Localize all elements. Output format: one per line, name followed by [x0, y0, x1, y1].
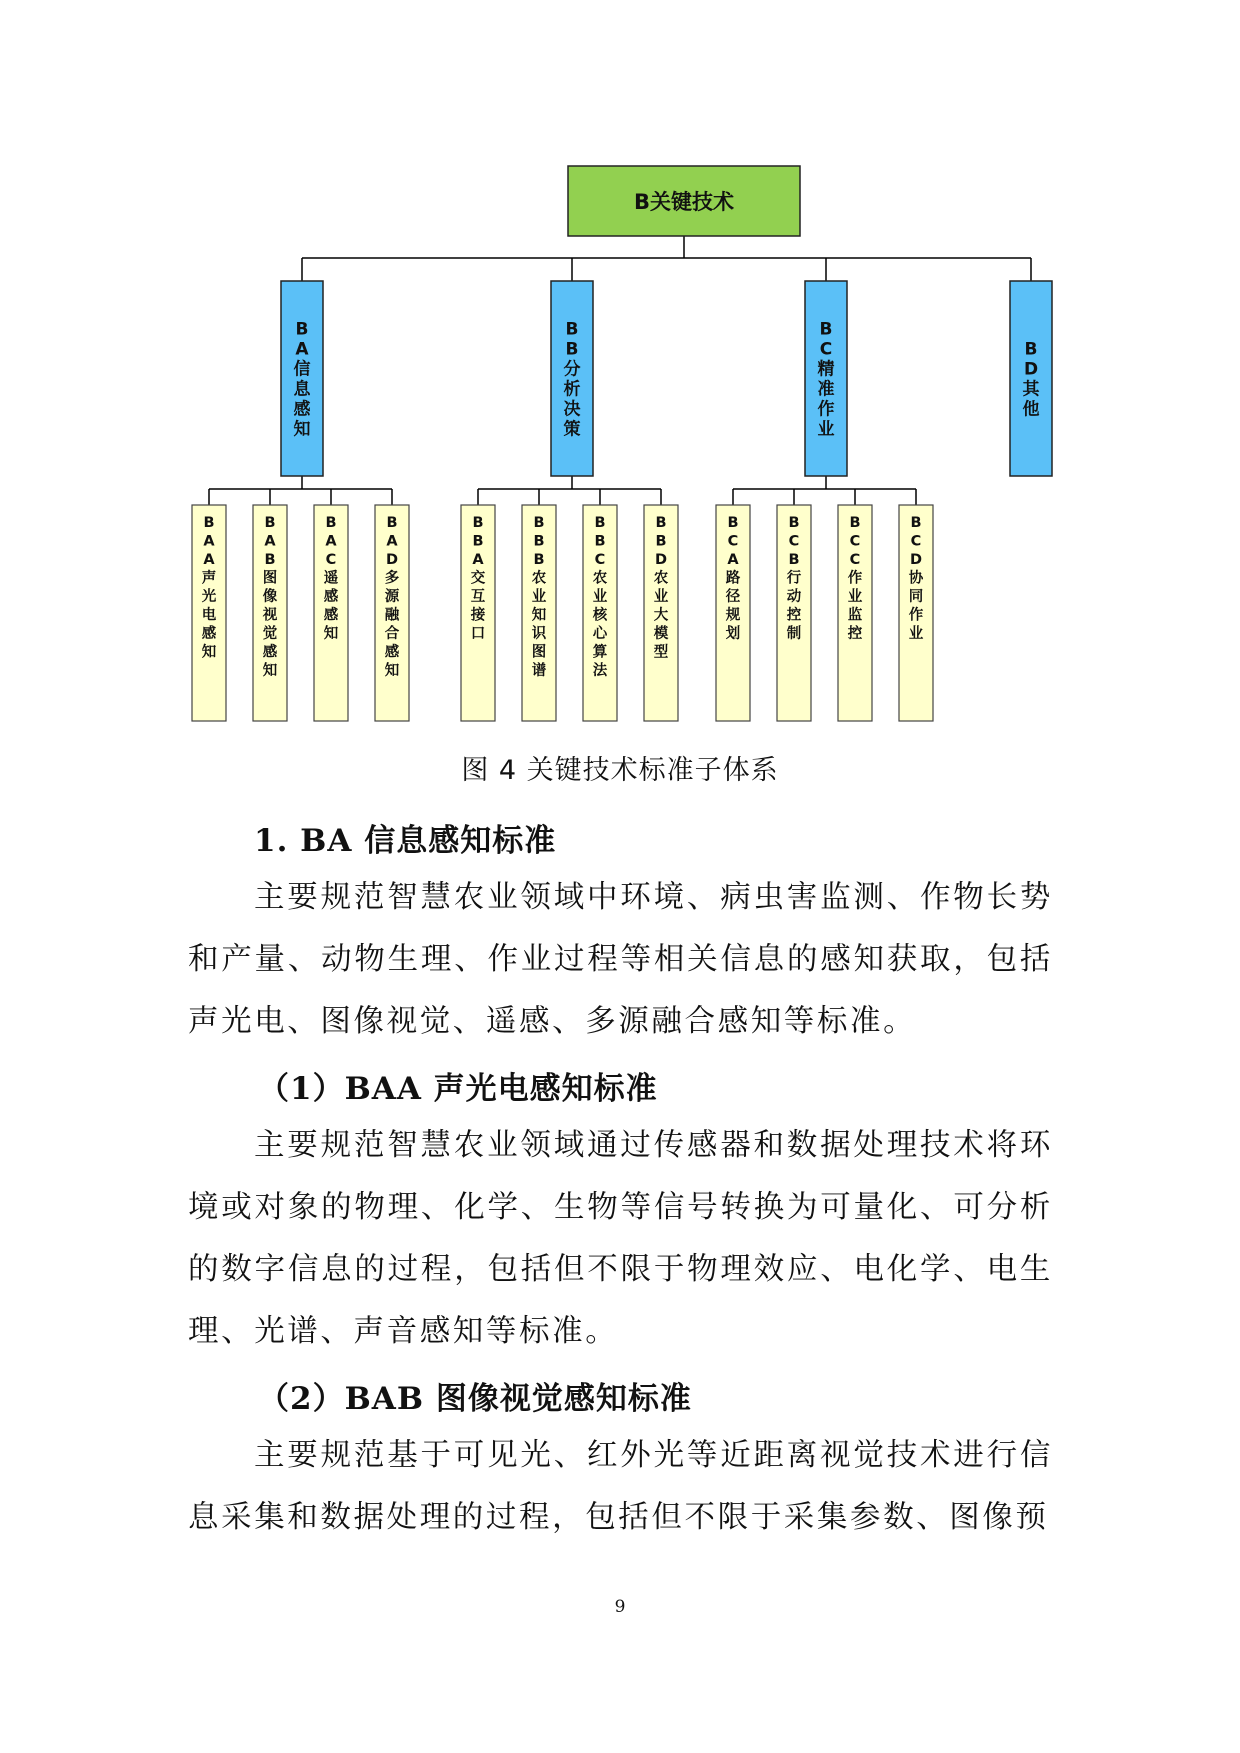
branch-label: B D 其他: [1022, 339, 1040, 420]
leaf-label: B B B 农业知识图谱: [531, 515, 547, 679]
root-label: B关键技术: [633, 190, 735, 214]
section-body-ba: 主要规范智慧农业领域中环境、病虫害监测、作物长势和产量、动物生理、作业过程等相关信息的感知获取，包括声光电、图像视觉、遥感、多源融合感知等标准。: [188, 880, 1053, 1039]
leaf-label: B C A 路径规划: [725, 515, 741, 642]
subsection-heading-baa: （1）BAA 声光电感知标准: [258, 1071, 658, 1107]
branch-label: B C 精准作业: [817, 319, 835, 440]
leaf-label: B C D 协同作业: [908, 515, 924, 642]
branch-label: B A 信息感知: [293, 319, 311, 440]
leaf-label: B C B 行动控制: [786, 515, 802, 642]
leaf-label: B C C 作业监控: [847, 515, 863, 642]
branch-label: B B 分析决策: [563, 319, 581, 440]
leaf-label: B A B 图像视觉感知: [262, 515, 278, 679]
leaf-label: B A D 多源融合感知: [384, 515, 400, 679]
leaf-label: B A C 遥感感知: [323, 515, 339, 642]
subsection-body-bab: 主要规范基于可见光、红外光等近距离视觉技术进行信息采集和数据处理的过程，包括但不限于采集参数、图像预: [188, 1438, 1053, 1535]
key-technology-diagram: [0, 0, 1240, 740]
subsection-body-baa: 主要规范智慧农业领域通过传感器和数据处理技术将环境或对象的物理、化学、生物等信号转换为可量化、可分析的数字信息的过程，包括但不限于物理效应、电化学、电生理、光谱、声音感知等标准。: [188, 1128, 1053, 1349]
leaf-label: B B D 农业大模型: [653, 515, 669, 661]
leaf-label: B A A 声光电感知: [201, 515, 217, 661]
diagram-connectors: [209, 236, 1031, 505]
leaf-label: B B C 农业核心算法: [592, 515, 608, 679]
page-number: 9: [614, 1597, 626, 1617]
subsection-heading-bab: （2）BAB 图像视觉感知标准: [258, 1381, 692, 1417]
leaf-label: B B A 交互接口: [470, 515, 486, 642]
figure-caption: 图 4 关键技术标准子体系: [461, 755, 779, 786]
diagram-boxes: [192, 166, 1052, 721]
section-heading-ba: 1. BA 信息感知标准: [254, 823, 557, 859]
